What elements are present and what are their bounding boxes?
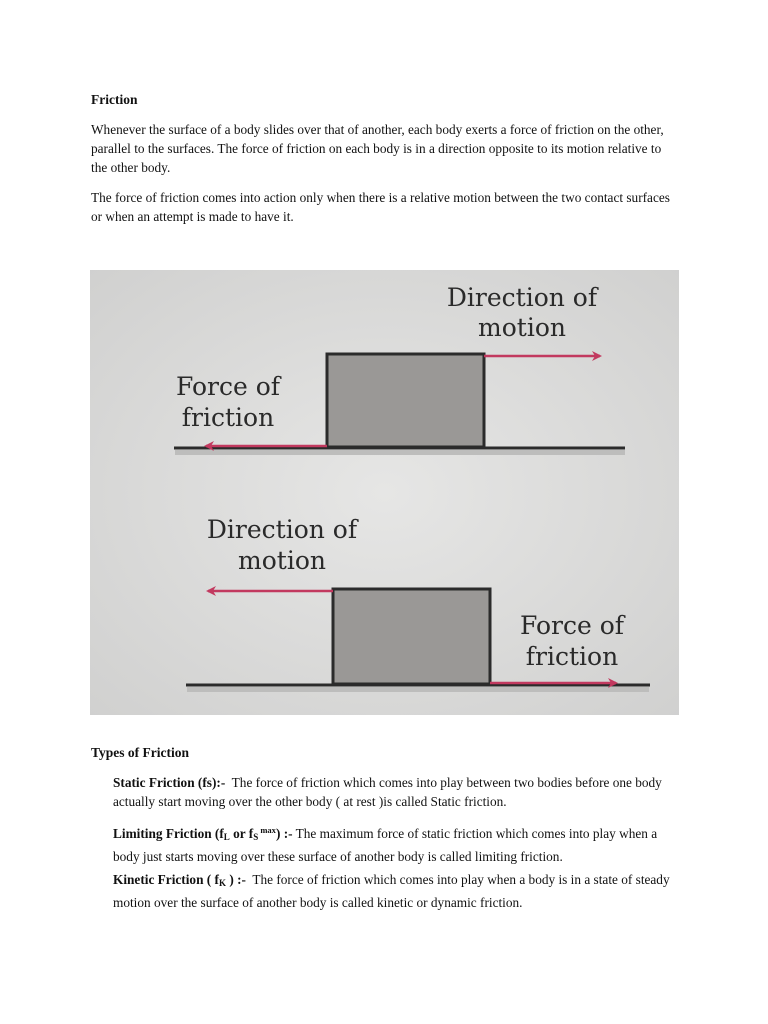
term-kinetic-friction	[113, 872, 246, 887]
bottom-friction-label-line1: Force of	[519, 611, 625, 640]
bottom-block	[333, 589, 490, 684]
paragraph-friction-definition: Whenever the surface of a body slides over that of another, each body exerts a force of friction on the other, parallel to the surfaces. The force of friction on each body is in a direction opposite to its motion relative to the other body.	[91, 122, 664, 175]
term-limiting-end: ) :-	[275, 826, 293, 841]
friction-diagram	[90, 270, 679, 715]
bottom-motion-label-line1: Direction of	[206, 515, 358, 544]
top-ground-shadow	[175, 450, 625, 455]
section-heading-types: Types of Friction	[91, 745, 189, 760]
top-friction-label-line2: friction	[181, 403, 275, 432]
top-motion-label-line2: motion	[478, 313, 566, 342]
definition-static-friction	[113, 773, 673, 811]
paragraph-friction-action: The force of friction comes into action only when there is a relative motion between the two contact surfaces or when an attempt is made to have it.	[91, 190, 670, 224]
superscript-max: max	[258, 825, 276, 835]
text-limiting-friction: The maximum force of static friction which comes into play when a body just starts moving over these surface of another body is called limiting friction.	[113, 826, 658, 864]
subscript-s: S	[253, 832, 259, 842]
term-kinetic-end: ) :-	[226, 872, 246, 887]
term-kinetic-start: Kinetic Friction ( f	[113, 872, 219, 887]
section-heading-friction: Friction	[91, 92, 138, 107]
subscript-k: K	[218, 878, 226, 888]
bottom-friction-label-line2: friction	[525, 642, 619, 671]
term-limiting-friction	[113, 826, 293, 841]
term-limiting-or: or f	[229, 826, 254, 841]
term-static-friction: Static Friction (fs):-	[113, 775, 226, 790]
text-static-friction: The force of friction which comes into play between two bodies before one body actually start moving over the other body ( at rest )is called Static friction.	[113, 775, 662, 809]
top-block	[327, 354, 484, 447]
friction-diagram-figure	[90, 270, 679, 715]
term-limiting-start: Limiting Friction (f	[113, 826, 224, 841]
top-friction-label-line1: Force of	[175, 372, 281, 401]
text-kinetic-friction: The force of friction which comes into play when a body is in a state of steady motion over the surface of another body is called kinetic or dynamic friction.	[113, 872, 670, 910]
subscript-l: L	[223, 832, 230, 842]
bottom-motion-label-line2: motion	[238, 546, 326, 575]
bottom-ground-shadow	[187, 687, 649, 692]
definition-limiting-friction	[113, 821, 673, 866]
top-motion-label-line1: Direction of	[446, 283, 598, 312]
definition-kinetic-friction	[113, 870, 673, 912]
